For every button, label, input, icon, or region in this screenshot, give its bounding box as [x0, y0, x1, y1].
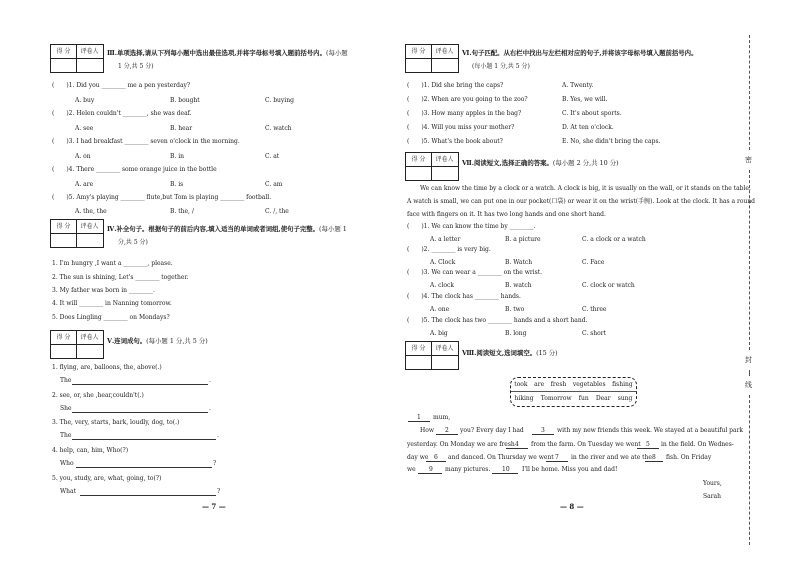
word: fresh [550, 381, 567, 388]
match-right: E. No, she didn't bring the caps. [562, 138, 661, 145]
word-list: 5. you, study, are, what, going, to(?) [52, 475, 162, 482]
question: ( )1. We can know the time by ________. [407, 223, 536, 230]
option: C. watch [265, 125, 292, 132]
page-number: — 8 — [560, 502, 584, 511]
section-6-note: (每小题 1 分,共 5 分) [472, 63, 530, 70]
match-right: C. It's about sports. [562, 110, 622, 117]
blank-number: 1 [417, 414, 421, 421]
option: A. clock [430, 282, 455, 289]
word: Tomorrow [540, 395, 572, 402]
sentence: 3. My father was born in ________. [52, 287, 155, 294]
signature-name: Sarah [703, 493, 721, 500]
word: vegetables [572, 381, 606, 388]
word: are [534, 381, 545, 388]
answer-prefix: Who [60, 460, 74, 467]
passage-line: A watch is small, we can put one in our pocket(口袋) or wear it on the wrist(手腕). Look at the clock. It has a round [407, 198, 756, 205]
option: C. clock or watch [582, 282, 635, 289]
seal-char: 封 [745, 356, 752, 364]
score-box: 得 分 评卷人 [405, 341, 459, 370]
option: B. bought [170, 97, 200, 104]
option: B. two [505, 306, 525, 313]
sentence: 4. It will ________ in Nanning tomorrow. [52, 300, 172, 307]
blank-number: 8 [652, 454, 656, 461]
blank-number: 2 [445, 427, 449, 434]
option: A. are [75, 181, 94, 188]
blank-number: 9 [429, 466, 433, 473]
score-box: 得 分 评卷人 [50, 219, 104, 248]
option: A. buy [75, 97, 95, 104]
option: B. watch [505, 282, 532, 289]
word-list: 2. see, or, she ,hear,couldn't(.) [52, 392, 144, 399]
sentence: 2. The sun is shining, Let's ________ together. [52, 274, 189, 281]
section-6-title: Ⅵ.句子匹配。从右栏中找出与左栏相对应的句子,并将该字母标号填入题前括号内。 [462, 49, 698, 57]
word: Dear [595, 395, 611, 402]
question: ( )2. Helen couldn't ________, she was deaf. [52, 110, 192, 117]
score-box: 得 分 评卷人 [50, 330, 104, 359]
question: ( )5. Amy's playing ________ flute,but Tom is playing ________ football. [52, 194, 272, 201]
word-list: 4. help, can, him, Who(?) [52, 447, 129, 454]
blank-number: 3 [541, 427, 545, 434]
word-list: 3. The, very, starts, bark, loudly, dog, to(.) [52, 419, 180, 426]
section-8-title: Ⅷ.阅读短文,选词填空。(15 分) [462, 349, 558, 357]
option: C. Face [582, 259, 605, 266]
blank-number: 6 [434, 454, 438, 461]
option: C. buying [265, 97, 294, 104]
closing: Yours, [703, 480, 722, 487]
match-left: ( )1. Did she bring the caps? [407, 82, 504, 89]
match-left: ( )4. Will you miss your mother? [407, 124, 515, 131]
option: B. a picture [505, 236, 541, 243]
option: B. long [505, 330, 527, 337]
score-label: 得 分 [51, 45, 77, 58]
option: C. /, the [265, 208, 289, 215]
score-box [50, 44, 104, 73]
salutation: mum, [433, 414, 451, 421]
score-box: 得 分 评卷人 [405, 152, 459, 181]
match-left: ( )3. How many apples in the bag? [407, 110, 522, 117]
grader-label: 评卷人 [80, 48, 99, 55]
option: B. hear [170, 125, 193, 132]
match-left: ( )2. When are you going to the zoo? [407, 96, 528, 103]
blank-number: 10 [502, 466, 510, 473]
answer-prefix: The [60, 432, 72, 439]
option: B. the, / [170, 208, 194, 215]
section-3-title: Ⅲ.单项选择,请从下列每小题中选出最佳选项,并将字母标号填入题前括号内。(每小题 [107, 49, 348, 57]
option: B. in [170, 153, 185, 160]
seal-char: 密 [745, 156, 752, 164]
option: A. see [75, 125, 94, 132]
option: B. Watch [505, 259, 533, 266]
blank-number: 7 [555, 454, 559, 461]
answer-prefix: The [60, 377, 72, 384]
option: C. am [265, 181, 283, 188]
question: ( )4. There ________ some orange juice in the bottle [52, 166, 217, 173]
option: A. one [430, 306, 450, 313]
page-number: — 7 — [202, 502, 226, 511]
passage-line: We can know the time by a clock or a watch. A clock is big, it is usually on the wall, or it stands on the table. [420, 185, 751, 192]
option: C. a clock or a watch [582, 236, 646, 243]
answer-prefix: What [60, 488, 77, 495]
section-5-title: Ⅴ.连词成句。(每小题 1 分,共 5 分) [107, 337, 208, 345]
option: A. big [430, 330, 448, 337]
section-7-title: Ⅶ.阅读短文,选择正确的答案。(每小题 2 分,共 10 分) [462, 159, 619, 167]
section-4-title: Ⅳ.补全句子。根据句子的前后内容,填入适当的单词或者词组,使句子完整。(每小题 1 [107, 225, 347, 233]
blank-number: 5 [646, 441, 650, 448]
match-right: A. Twenty. [562, 82, 594, 89]
option: A. Clock [430, 259, 456, 266]
question: ( )4. The clock has ________ hands. [407, 293, 521, 300]
answer-prefix: She [60, 405, 72, 412]
option: C. three [582, 306, 607, 313]
question: ( )5. The clock has two ________ hands and a short hand. [407, 317, 588, 324]
word: fishing [612, 381, 633, 388]
sentence: 5. Does Lingling ________ on Mondays? [52, 314, 170, 321]
question: ( )3. I had breakfast ________ seven o'clock in the morning. [52, 138, 240, 145]
match-right: B. Yes, we will. [562, 96, 608, 103]
question: ( )3. We can wear a ________ on the wrist. [407, 269, 543, 276]
blank-number: 4 [515, 441, 519, 448]
option: C. short [582, 330, 607, 337]
question: ( )1. Did you ________ me a pen yesterday? [52, 82, 191, 89]
word: fun [578, 395, 589, 402]
word-list: 1. flying, are, balloons, the, above(.) [52, 364, 162, 371]
question: ( )2. ________ is very big. [407, 246, 491, 253]
match-left: ( )5. What's the book about? [407, 138, 503, 145]
option: A. on [75, 153, 91, 160]
passage-line: face with fingers on it. It has two long hands and one short hand. [407, 211, 606, 218]
word-bank [510, 377, 637, 407]
option: A. the, the [75, 208, 107, 215]
match-right: D. At ten o'clock. [562, 124, 614, 131]
section-3-note: 1 分,共 5 分) [118, 63, 154, 70]
word: sung [617, 395, 633, 402]
sentence: 1. I'm hungry ,I want a ________, please. [52, 260, 173, 267]
word: hiking [514, 395, 534, 402]
score-box: 得 分 评卷人 [405, 44, 459, 73]
section-4-note: 分,共 5 分) [118, 239, 148, 246]
option: B. is [170, 181, 184, 188]
seal-char: 线 [745, 381, 752, 389]
option: C. at [265, 153, 280, 160]
word: took [514, 381, 528, 388]
option: A. a letter [430, 236, 461, 243]
